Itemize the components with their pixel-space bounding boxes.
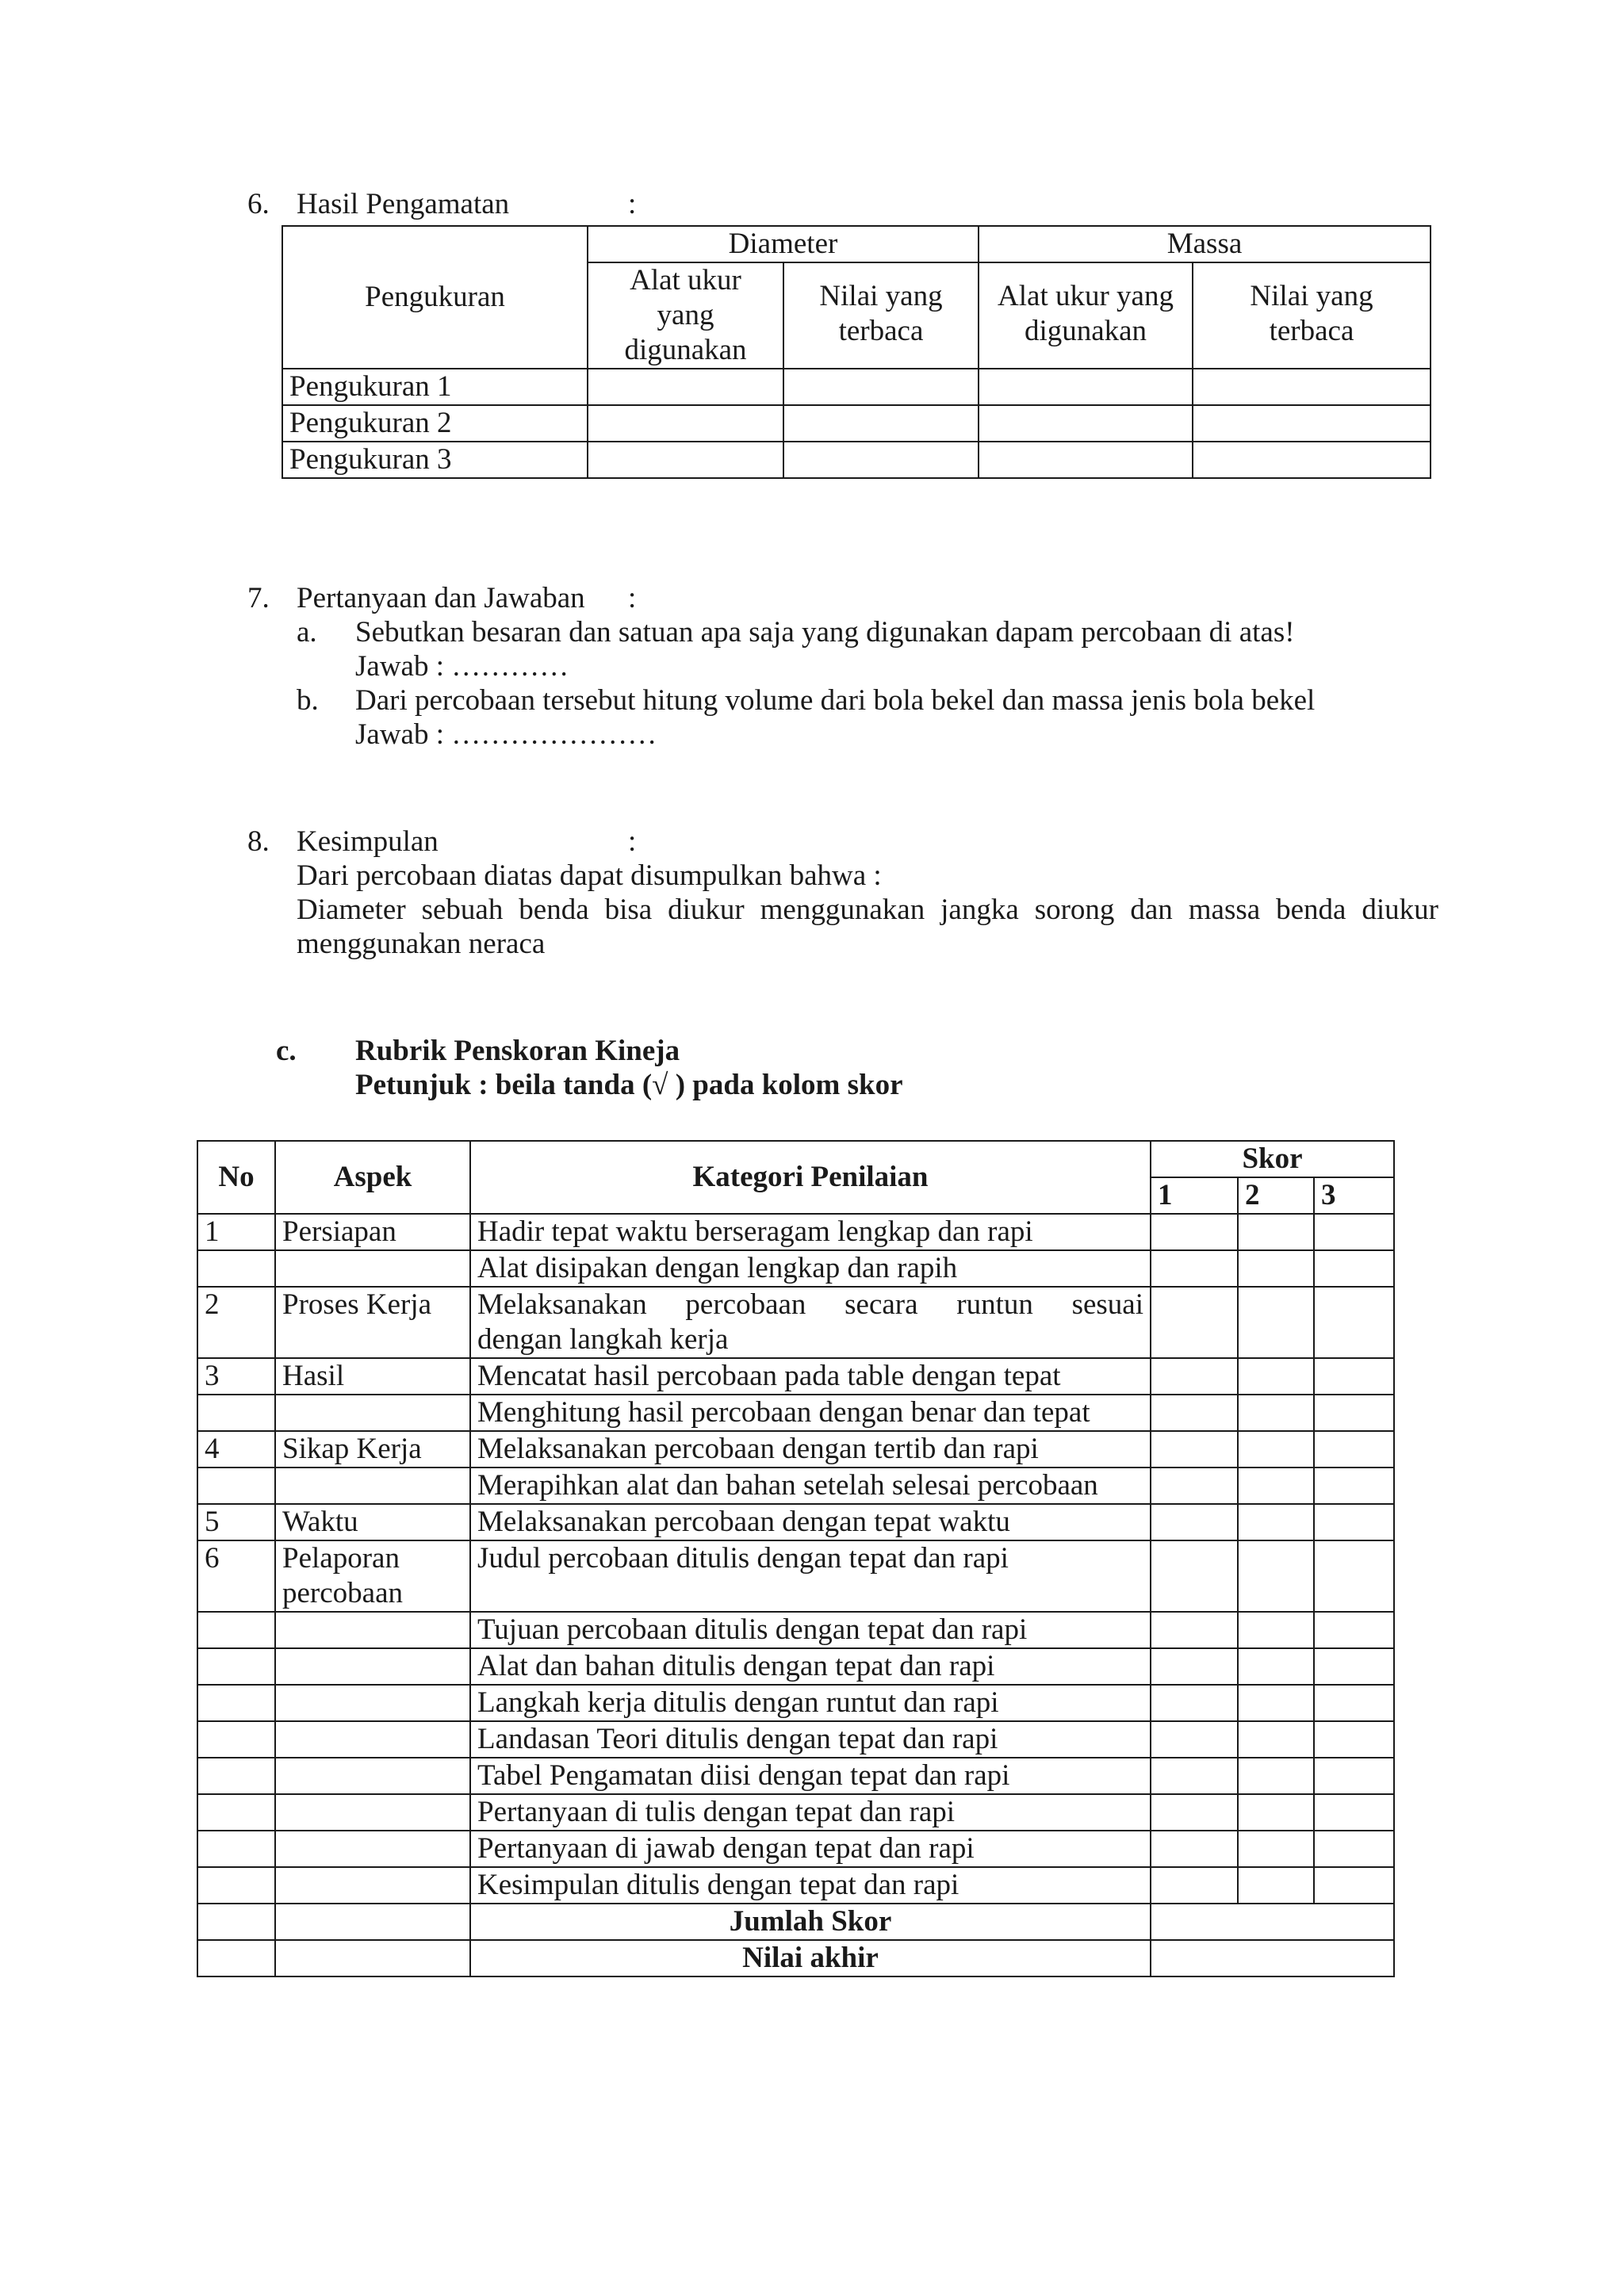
header-nilai-diameter <box>783 262 979 369</box>
header-text-line: terbaca <box>838 315 924 347</box>
score-cell-2[interactable] <box>1238 1758 1314 1794</box>
empty-cell <box>588 369 783 405</box>
table-row <box>197 1540 1394 1612</box>
score-cell-1[interactable] <box>1151 1721 1238 1758</box>
score-cell-3[interactable] <box>1314 1431 1394 1468</box>
section-7-title: Pertanyaan dan Jawaban <box>297 582 585 614</box>
table-row <box>197 1648 1394 1685</box>
table-row <box>197 1794 1394 1831</box>
row-aspek <box>275 1468 470 1504</box>
observation-row-header: Pengukuran <box>282 226 588 369</box>
conclusion-line: Diameter sebuah benda bisa diukur menggunakan jangka sorong dan massa benda diukur <box>297 894 1438 926</box>
score-cell-2[interactable] <box>1238 1794 1314 1831</box>
row-kategori: Merapihkan alat dan bahan setelah selesai percobaan <box>470 1468 1151 1504</box>
score-cell-1[interactable] <box>1151 1431 1238 1468</box>
conclusion-intro: Dari percobaan diatas dapat disumpulkan bahwa : <box>297 859 882 892</box>
score-cell-2[interactable] <box>1238 1468 1314 1504</box>
empty-cell <box>783 405 979 442</box>
empty-cell <box>1193 369 1431 405</box>
header-text-line: Nilai yang <box>1250 280 1373 312</box>
score-cell-1[interactable] <box>1151 1504 1238 1540</box>
score-cell-2[interactable] <box>1238 1612 1314 1648</box>
row-no: 6 <box>197 1540 275 1612</box>
header-aspek: Aspek <box>275 1141 470 1214</box>
score-cell-3[interactable] <box>1314 1758 1394 1794</box>
rubric-table <box>197 1140 1395 1977</box>
score-cell-1[interactable] <box>1151 1214 1238 1250</box>
table-row <box>197 1395 1394 1431</box>
row-no <box>197 1867 275 1904</box>
question-a-label: a. <box>297 616 317 649</box>
score-cell-3[interactable] <box>1314 1504 1394 1540</box>
row-kategori: Judul percobaan ditulis dengan tepat dan rapi <box>470 1540 1151 1612</box>
empty-cell <box>588 405 783 442</box>
row-aspek <box>275 1721 470 1758</box>
empty-cell <box>275 1904 470 1940</box>
empty-cell <box>1193 442 1431 478</box>
score-cell-1[interactable] <box>1151 1540 1238 1612</box>
row-aspek: Persiapan <box>275 1214 470 1250</box>
header-text-line: terbaca <box>1269 315 1354 347</box>
score-cell-3[interactable] <box>1314 1214 1394 1250</box>
score-cell-3[interactable] <box>1314 1867 1394 1904</box>
table-row <box>197 1468 1394 1504</box>
row-aspek <box>275 1685 470 1721</box>
conclusion-line: menggunakan neraca <box>297 928 546 960</box>
row-aspek: Hasil <box>275 1358 470 1395</box>
header-skor-2: 2 <box>1238 1177 1314 1214</box>
score-cell-3[interactable] <box>1314 1831 1394 1867</box>
header-text-line: yang <box>657 299 714 331</box>
table-row <box>197 1287 1394 1358</box>
row-no <box>197 1794 275 1831</box>
rubric-instruction: Petunjuk : beila tanda (√ ) pada kolom skor <box>355 1069 903 1101</box>
score-cell-2[interactable] <box>1238 1540 1314 1612</box>
score-cell-1[interactable] <box>1151 1867 1238 1904</box>
score-cell-3[interactable] <box>1314 1685 1394 1721</box>
score-cell-2[interactable] <box>1238 1648 1314 1685</box>
total-score-label: Jumlah Skor <box>470 1904 1151 1940</box>
table-row <box>282 369 1431 405</box>
observation-table <box>282 225 1431 479</box>
section-6-title: Hasil Pengamatan <box>297 188 510 220</box>
final-score-label: Nilai akhir <box>470 1940 1151 1976</box>
row-no: 3 <box>197 1358 275 1395</box>
section-7-number: 7. <box>247 582 270 614</box>
header-skor: Skor <box>1151 1141 1394 1177</box>
empty-cell <box>275 1940 470 1976</box>
row-no: 1 <box>197 1214 275 1250</box>
score-cell-2[interactable] <box>1238 1831 1314 1867</box>
table-row <box>197 1504 1394 1540</box>
row-aspek <box>275 1867 470 1904</box>
section-6-number: 6. <box>247 188 270 220</box>
empty-cell <box>197 1940 275 1976</box>
score-cell-3[interactable] <box>1314 1540 1394 1612</box>
row-aspek <box>275 1794 470 1831</box>
header-alat-ukur-diameter <box>588 262 783 369</box>
score-cell-2[interactable] <box>1238 1504 1314 1540</box>
header-text-line: Nilai yang <box>819 280 943 312</box>
header-text-line: Alat ukur yang <box>998 280 1174 312</box>
score-cell-3[interactable] <box>1314 1468 1394 1504</box>
row-aspek <box>275 1395 470 1431</box>
score-cell-1[interactable] <box>1151 1250 1238 1287</box>
row-aspek <box>275 1540 470 1612</box>
empty-cell <box>979 405 1193 442</box>
empty-cell <box>783 442 979 478</box>
section-8-number: 8. <box>247 825 270 858</box>
table-row <box>282 442 1431 478</box>
row-aspek <box>275 1831 470 1867</box>
row-kategori: Alat dan bahan ditulis dengan tepat dan rapi <box>470 1648 1151 1685</box>
score-cell-1[interactable] <box>1151 1831 1238 1867</box>
score-cell-1[interactable] <box>1151 1612 1238 1648</box>
table-row <box>197 1250 1394 1287</box>
row-aspek: Waktu <box>275 1504 470 1540</box>
row-no <box>197 1685 275 1721</box>
score-cell-1[interactable] <box>1151 1287 1238 1358</box>
row-kategori: Melaksanakan percobaan dengan tepat waktu <box>470 1504 1151 1540</box>
empty-cell <box>1193 405 1431 442</box>
row-no <box>197 1831 275 1867</box>
question-b-answer: Jawab : ………………… <box>355 718 657 751</box>
row-aspek: Proses Kerja <box>275 1287 470 1358</box>
score-cell-2[interactable] <box>1238 1685 1314 1721</box>
score-cell-2[interactable] <box>1238 1867 1314 1904</box>
kategori-line: dengan langkah kerja <box>477 1323 729 1356</box>
table-row <box>197 1612 1394 1648</box>
measurement-label: Pengukuran 1 <box>282 369 588 405</box>
row-kategori: Pertanyaan di jawab dengan tepat dan rapi <box>470 1831 1151 1867</box>
score-cell-1[interactable] <box>1151 1758 1238 1794</box>
question-a-answer: Jawab : ………… <box>355 650 569 683</box>
empty-cell <box>783 369 979 405</box>
row-kategori: Hadir tepat waktu berseragam lengkap dan rapi <box>470 1214 1151 1250</box>
score-cell-2[interactable] <box>1238 1431 1314 1468</box>
table-row <box>197 1358 1394 1395</box>
section-6-colon: : <box>628 188 637 220</box>
row-aspek <box>275 1612 470 1648</box>
header-nilai-massa <box>1193 262 1431 369</box>
row-no <box>197 1250 275 1287</box>
table-row <box>197 1685 1394 1721</box>
table-row <box>197 1758 1394 1794</box>
row-kategori: Landasan Teori ditulis dengan tepat dan rapi <box>470 1721 1151 1758</box>
score-cell-1[interactable] <box>1151 1468 1238 1504</box>
row-kategori: Kesimpulan ditulis dengan tepat dan rapi <box>470 1867 1151 1904</box>
aspek-line: Pelaporan <box>282 1542 400 1575</box>
kategori-line: Melaksanakan percobaan secara runtun sesuai <box>477 1288 1143 1321</box>
header-skor-1: 1 <box>1151 1177 1238 1214</box>
row-no <box>197 1612 275 1648</box>
row-no: 2 <box>197 1287 275 1358</box>
row-kategori: Mencatat hasil percobaan pada table dengan tepat <box>470 1358 1151 1395</box>
table-row <box>197 1867 1394 1904</box>
rubric-title: Rubrik Penskoran Kineja <box>355 1035 680 1067</box>
section-8-colon: : <box>628 825 637 858</box>
row-no <box>197 1758 275 1794</box>
score-cell-2[interactable] <box>1238 1214 1314 1250</box>
table-row <box>197 1214 1394 1250</box>
row-kategori: Alat disipakan dengan lengkap dan rapih <box>470 1250 1151 1287</box>
row-kategori: Pertanyaan di tulis dengan tepat dan rapi <box>470 1794 1151 1831</box>
score-cell-2[interactable] <box>1238 1250 1314 1287</box>
measurement-label: Pengukuran 3 <box>282 442 588 478</box>
score-cell-1[interactable] <box>1151 1358 1238 1395</box>
row-no <box>197 1468 275 1504</box>
table-row <box>197 1831 1394 1867</box>
row-kategori: Langkah kerja ditulis dengan runtut dan rapi <box>470 1685 1151 1721</box>
massa-group-header: Massa <box>979 226 1431 262</box>
score-cell-3[interactable] <box>1314 1395 1394 1431</box>
score-cell-3[interactable] <box>1314 1648 1394 1685</box>
row-kategori <box>470 1287 1151 1358</box>
score-cell-2[interactable] <box>1238 1287 1314 1358</box>
score-cell-1[interactable] <box>1151 1395 1238 1431</box>
row-no: 5 <box>197 1504 275 1540</box>
score-cell-2[interactable] <box>1238 1358 1314 1395</box>
row-aspek <box>275 1648 470 1685</box>
empty-cell <box>197 1904 275 1940</box>
final-score-cell[interactable] <box>1151 1940 1394 1976</box>
score-cell-2[interactable] <box>1238 1395 1314 1431</box>
score-cell-3[interactable] <box>1314 1358 1394 1395</box>
final-row <box>197 1940 1394 1976</box>
header-text-line: digunakan <box>624 334 747 366</box>
section-7-colon: : <box>628 582 637 614</box>
score-cell-3[interactable] <box>1314 1287 1394 1358</box>
row-aspek: Sikap Kerja <box>275 1431 470 1468</box>
score-cell-1[interactable] <box>1151 1685 1238 1721</box>
question-a-text: Sebutkan besaran dan satuan apa saja yang digunakan dapam percobaan di atas! <box>355 616 1295 649</box>
row-aspek <box>275 1250 470 1287</box>
score-cell-3[interactable] <box>1314 1250 1394 1287</box>
question-b-label: b. <box>297 684 319 717</box>
row-no <box>197 1648 275 1685</box>
empty-cell <box>588 442 783 478</box>
header-text-line: digunakan <box>1024 315 1147 347</box>
header-text-line: Alat ukur <box>630 264 741 297</box>
row-no <box>197 1721 275 1758</box>
table-row <box>282 405 1431 442</box>
row-kategori: Menghitung hasil percobaan dengan benar dan tepat <box>470 1395 1151 1431</box>
row-kategori: Melaksanakan percobaan dengan tertib dan rapi <box>470 1431 1151 1468</box>
row-aspek <box>275 1758 470 1794</box>
row-no: 4 <box>197 1431 275 1468</box>
diameter-group-header: Diameter <box>588 226 979 262</box>
section-8-title: Kesimpulan <box>297 825 439 858</box>
score-cell-1[interactable] <box>1151 1648 1238 1685</box>
header-skor-3: 3 <box>1314 1177 1394 1214</box>
row-kategori: Tujuan percobaan ditulis dengan tepat dan rapi <box>470 1612 1151 1648</box>
header-alat-ukur-massa <box>979 262 1193 369</box>
header-kategori: Kategori Penilaian <box>470 1141 1151 1214</box>
empty-cell <box>979 442 1193 478</box>
score-cell-2[interactable] <box>1238 1721 1314 1758</box>
aspek-line: percobaan <box>282 1577 404 1609</box>
table-row <box>197 1721 1394 1758</box>
section-c-label: c. <box>276 1035 297 1067</box>
total-row <box>197 1904 1394 1940</box>
empty-cell <box>979 369 1193 405</box>
row-kategori: Tabel Pengamatan diisi dengan tepat dan rapi <box>470 1758 1151 1794</box>
score-cell-3[interactable] <box>1314 1612 1394 1648</box>
question-b-text: Dari percobaan tersebut hitung volume dari bola bekel dan massa jenis bola bekel <box>355 684 1316 717</box>
measurement-label: Pengukuran 2 <box>282 405 588 442</box>
score-cell-3[interactable] <box>1314 1794 1394 1831</box>
table-row <box>197 1431 1394 1468</box>
row-no <box>197 1395 275 1431</box>
header-no: No <box>197 1141 275 1214</box>
score-cell-1[interactable] <box>1151 1794 1238 1831</box>
total-score-cell[interactable] <box>1151 1904 1394 1940</box>
score-cell-3[interactable] <box>1314 1721 1394 1758</box>
